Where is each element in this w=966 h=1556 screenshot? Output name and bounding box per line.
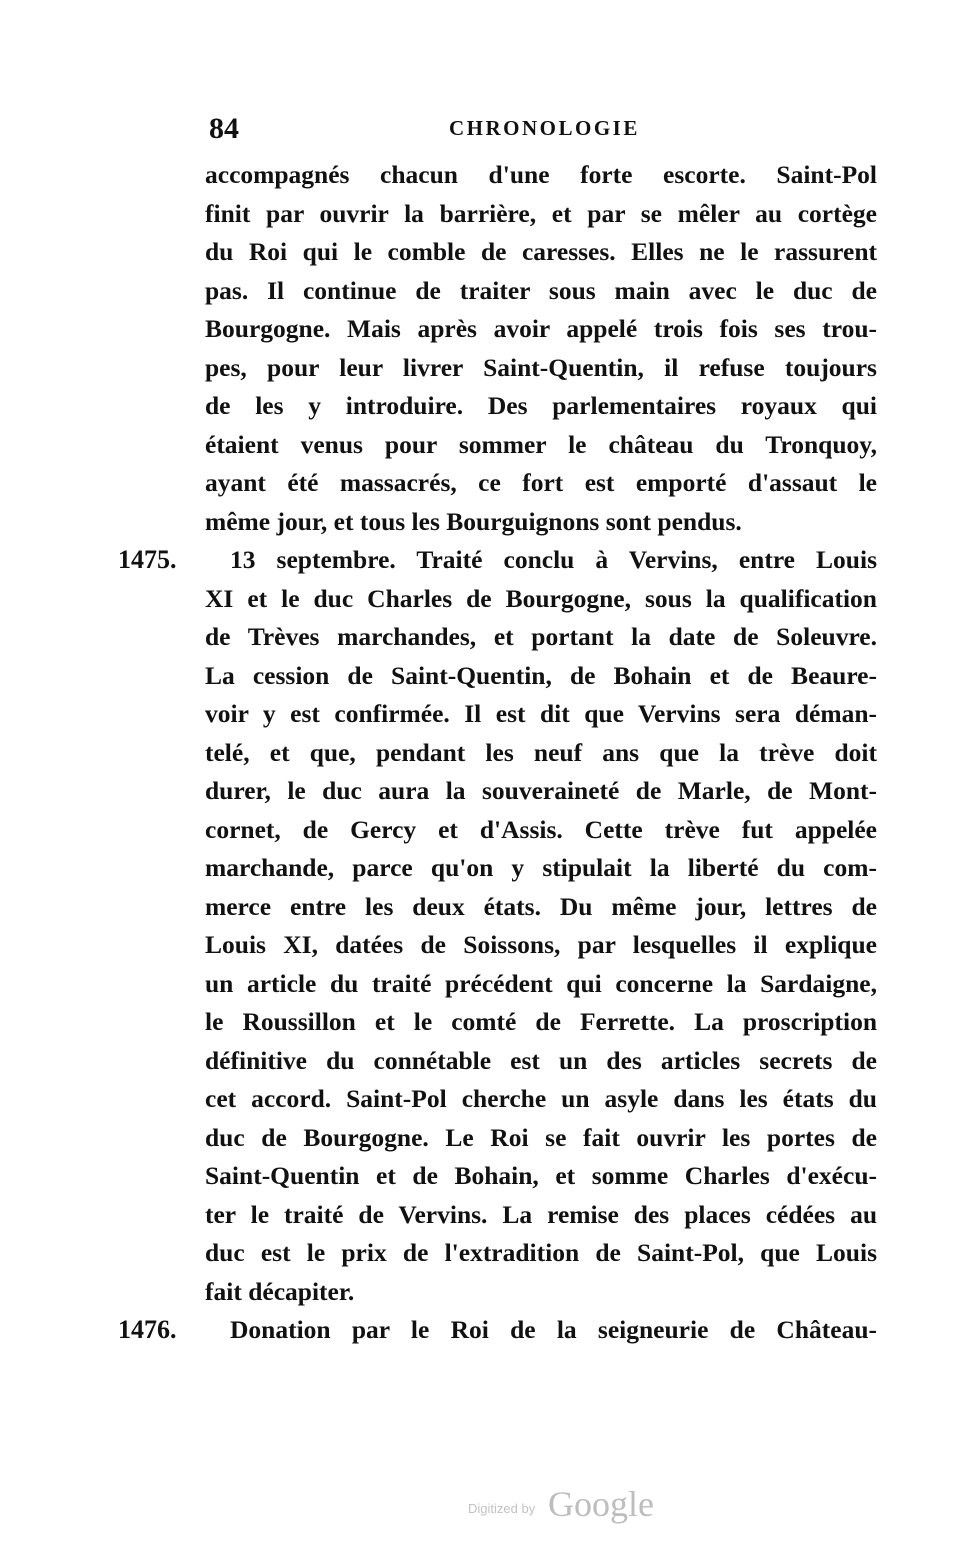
year-marker: 1476. [118,1315,177,1344]
text-line [0,195,966,234]
google-wordmark: Google [548,1484,654,1524]
line-text: définitive du connétable est un des articles secrets de [205,1045,877,1075]
text-line [0,695,966,734]
text-line [0,849,966,888]
text-line [0,1234,966,1273]
line-text: XI et le duc Charles de Bourgogne, sous la qualification [205,583,877,613]
text-line [0,1157,966,1196]
text-line [0,426,966,465]
text-line [0,464,966,503]
line-text: cornet, de Gercy et d'Assis. Cette trève fut appelée [205,814,877,844]
text-line [0,772,966,811]
line-text: Saint-Quentin et de Bohain, et somme Charles d'exécu- [205,1161,877,1190]
text-line [0,811,966,850]
line-text: ter le traité de Vervins. La remise des places cédées au [205,1199,877,1229]
line-text: pas. Il continue de traiter sous main avec le duc de [205,275,877,305]
line-text: de Trèves marchandes, et portant la date de Soleuvre. [205,622,877,651]
line-text: un article du traité précédent qui concerne la Sardaigne, [205,968,877,998]
text-line [0,387,966,426]
text-line [0,1311,966,1350]
digitized-watermark [468,1485,668,1525]
text-line [0,156,966,195]
line-text: Donation par le Roi de la seigneurie de Château- [230,1315,877,1344]
line-text: duc est le prix de l'extradition de Saint-Pol, que Louis [205,1238,877,1267]
line-text: merce entre les deux états. Du même jour, lettres de [205,891,877,921]
line-text: telé, et que, pendant les neuf ans que la trève doit [205,737,877,767]
page-header [205,112,875,152]
line-text: La cession de Saint-Quentin, de Bohain et de Beaure- [205,660,877,690]
text-line [0,272,966,311]
line-text: cet accord. Saint-Pol cherche un asyle dans les états du [205,1084,877,1113]
line-text: Bourgogne. Mais après avoir appelé trois fois ses trou- [205,314,877,343]
text-line [0,233,966,272]
line-text: finit par ouvrir la barrière, et par se mêler au cortège [205,198,877,228]
text-line [0,1196,966,1235]
text-line [0,310,966,349]
text-line [0,888,966,927]
page-number: 84 [209,112,239,145]
line-text: étaient venus pour sommer le château du Tronquoy, [205,429,877,459]
text-line [0,1080,966,1119]
body-text [0,156,966,1350]
text-line [0,1042,966,1081]
text-line [0,541,966,580]
line-text: voir y est confirmée. Il est dit que Vervins sera déman- [205,699,877,728]
text-line [0,1003,966,1042]
text-line [0,580,966,619]
text-line [0,734,966,773]
text-line [0,618,966,657]
line-text: accompagnés chacun d'une forte escorte. Saint-Pol [205,160,877,189]
line-text: du Roi qui le comble de caresses. Elles ne le rassurent [205,237,877,266]
text-line [0,1119,966,1158]
line-text: fait décapiter. [205,1276,355,1306]
line-text: durer, le duc aura la souveraineté de Marle, de Mont- [205,776,877,805]
running-head: CHRONOLOGIE [449,116,640,140]
text-line [0,657,966,696]
line-text: de les y introduire. Des parlementaires royaux qui [205,391,877,420]
line-text: 13 septembre. Traité conclu à Vervins, entre Louis [230,545,877,574]
text-line [0,965,966,1004]
text-line [0,349,966,388]
line-text: Louis XI, datées de Soissons, par lesquelles il explique [205,930,877,959]
line-text: ayant été massacrés, ce fort est emporté d'assaut le [205,468,877,497]
line-text: le Roussillon et le comté de Ferrette. La proscription [205,1007,877,1036]
text-line [0,1273,966,1312]
year-marker: 1475. [118,545,177,574]
line-text: duc de Bourgogne. Le Roi se fait ouvrir les portes de [205,1122,877,1152]
line-text: pes, pour leur livrer Saint-Quentin, il refuse toujours [205,352,877,382]
digitized-by-label: Digitized by [468,1501,536,1516]
text-line [0,503,966,542]
text-line [0,926,966,965]
line-text: même jour, et tous les Bourguignons sont pendus. [205,506,742,536]
line-text: marchande, parce qu'on y stipulait la liberté du com- [205,853,877,882]
